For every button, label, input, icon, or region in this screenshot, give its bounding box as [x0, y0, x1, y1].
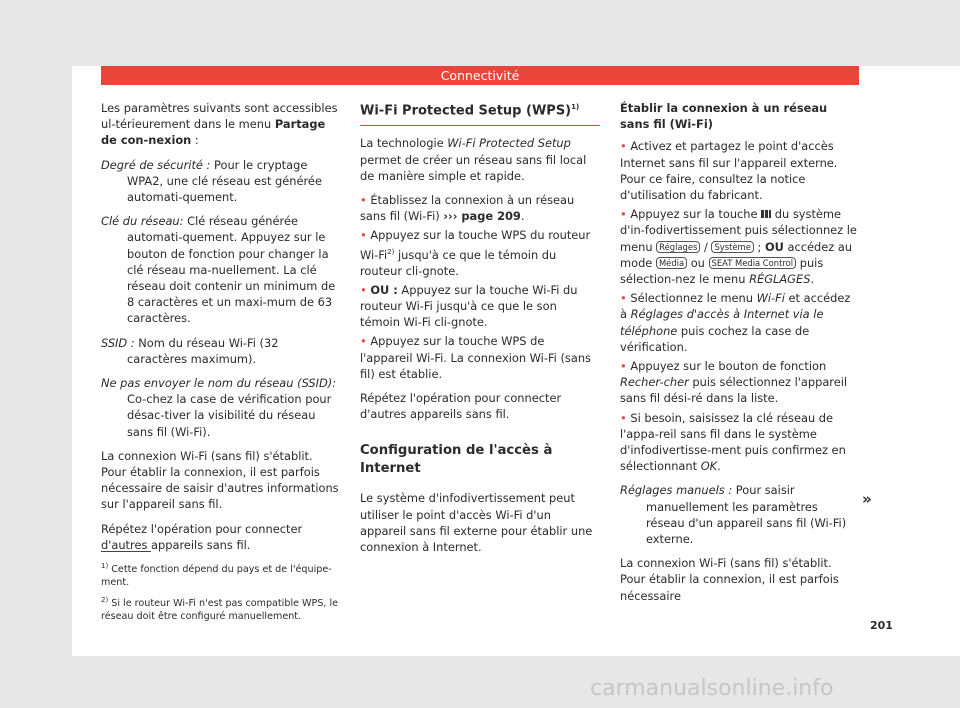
body-paragraph: La connexion Wi-Fi (sans fil) s'établit. Pour établir la connexion, il est parfois nécessaire	[620, 556, 839, 603]
page-reference-link[interactable]: ››› page 209	[443, 209, 521, 224]
button-name: Recher-cher	[620, 375, 689, 390]
watermark: carmanualsonline.info	[590, 676, 834, 701]
menu-name: Wi-Fi	[756, 291, 785, 306]
body-paragraph: La connexion Wi-Fi (sans fil) s'établit. Pour établir la connexion, il est parfois nécessaire de saisir d'autres informations sur l'appareil sans fil.	[101, 448, 339, 512]
definition-term: Clé du réseau:	[101, 214, 184, 229]
body-paragraph	[360, 135, 600, 184]
text: .	[717, 459, 721, 474]
body-paragraph: Répétez l'opération pour connecter d'autres appareils sans fil.	[360, 390, 562, 422]
sub-heading: Établir la connexion à un réseau sans fil (Wi-Fi)	[620, 101, 828, 132]
text: .	[520, 209, 525, 224]
text: permet de créer un réseau sans fil local de manière simple et rapide.	[360, 152, 587, 183]
bullet-item	[360, 227, 600, 278]
bullet-icon: •	[360, 334, 371, 349]
page-number: 201	[870, 619, 893, 632]
footnote-text: Si le routeur Wi-Fi n'est pas compatible WPS, le réseau doit être configuré manuellement.	[101, 598, 339, 623]
left-column	[101, 100, 339, 561]
definition-text: Nom du réseau Wi-Fi (32 caractères maximum).	[127, 335, 279, 366]
bullet-icon: •	[360, 192, 371, 207]
definition-term: Degré de sécurité :	[101, 157, 211, 172]
body-paragraph: Le système d'infodivertissement peut utiliser le point d'accès Wi-Fi d'un appareil sans fil externe pour établir une connexion à Internet.	[360, 491, 593, 554]
definition-text: Clé réseau générée automati-quement. Appuyez sur le bouton de fonction pour changer la clé réseau ma-nuellement. La clé réseau doit contenir un minimum de 8 caractères et un maxi-mum de 63 caractères.	[127, 214, 336, 326]
definition-term: SSID :	[101, 335, 135, 350]
bullet-item	[360, 333, 600, 382]
text: Sélectionnez le menu	[630, 291, 757, 306]
bullet-icon: •	[620, 139, 631, 154]
media-control-key[interactable]: SEAT Media Control	[709, 257, 797, 269]
bullet-icon: •	[620, 207, 631, 222]
or-label: OU :	[370, 282, 398, 297]
text: accédez au mode	[620, 239, 853, 270]
definition-item	[620, 482, 860, 547]
bullet-item: • Appuyez sur la touche du système d'in-fodivertissement puis sélectionnez le menu Réglages / Système ; OU accédez au mode Média ou SEAT Media Control puis sélection-nez le menu RÉGLAGES.	[620, 207, 857, 287]
text: Appuyez sur la touche Wi-Fi du routeur Wi-Fi jusqu'à ce que le son témoin Wi-Fi cli-gnote.	[360, 282, 578, 330]
footnotes	[101, 560, 341, 628]
text: Si besoin, saisissez la clé réseau de l'appa-reil sans fil dans le système d'infodivertisse-ment puis confirmez en sélectionnant	[620, 410, 846, 474]
definition-item	[101, 213, 339, 326]
bullet-item	[360, 282, 600, 331]
footnote-number: 2)	[101, 596, 109, 605]
footnote	[101, 560, 341, 589]
text: Activez et partagez le point d'accès Internet sans fil sur l'appareil externe. Pour ce faire, consultez la notice d'utilisation du fabricant.	[620, 139, 838, 203]
continued-marker: »	[862, 490, 872, 508]
menu-name: RÉGLAGES	[749, 272, 811, 287]
definition-term: Réglages manuels :	[620, 483, 733, 498]
heading-text: Wi-Fi Protected Setup (WPS)	[360, 103, 572, 119]
menu-name: Réglages d'accès à Internet via le téléphone	[620, 307, 824, 338]
bullet-item	[620, 410, 860, 475]
text: et accédez à	[620, 291, 851, 322]
intro-paragraph	[101, 100, 339, 149]
footnote-divider	[101, 551, 151, 552]
heading-text: Configuration de l'accès à Internet	[360, 443, 553, 477]
middle-column	[360, 98, 600, 563]
definition-item	[101, 335, 339, 367]
definition-text: Pour saisir manuellement les paramètres réseau d'un appareil sans fil (Wi-Fi) externe.	[646, 483, 847, 547]
text: Établissez la connexion à un réseau sans fil (Wi-Fi)	[360, 192, 575, 224]
definition-term: Ne pas envoyer le nom du réseau (SSID):	[101, 376, 337, 391]
footnote-ref: 2)	[387, 247, 395, 256]
footnote-ref: 1)	[571, 103, 580, 111]
media-key[interactable]: Média	[656, 257, 687, 269]
bullet-icon: •	[620, 359, 631, 374]
text: puis cochez la case de vérification.	[620, 323, 810, 354]
intro-text: Les paramètres suivants sont accessibles ul-térieurement dans le menu	[101, 101, 338, 132]
text: Appuyez sur la touche WPS du routeur Wi-Fi	[360, 228, 591, 262]
body-paragraph: Répétez l'opération pour connecter d'autres appareils sans fil.	[101, 521, 303, 552]
term: Wi-Fi Protected Setup	[447, 136, 571, 151]
bullet-icon: •	[620, 410, 631, 425]
right-column	[620, 100, 860, 612]
bullet-item	[360, 192, 600, 224]
bullet-icon: •	[360, 228, 371, 243]
bullet-item	[620, 290, 860, 355]
text: La technologie	[360, 136, 448, 151]
text: puis sélectionnez l'appareil sans fil dési-ré dans la liste.	[620, 375, 848, 406]
chapter-title: Connectivité	[440, 68, 520, 83]
bullet-icon: •	[620, 291, 631, 306]
intro-colon: :	[191, 133, 199, 148]
button-name: OK	[700, 459, 718, 474]
menu-grid-icon	[761, 210, 771, 218]
text: Appuyez sur la touche WPS de l'appareil Wi-Fi. La connexion Wi-Fi (sans fil) est établie.	[360, 334, 591, 381]
text: ou	[687, 255, 709, 270]
section-heading	[360, 442, 600, 478]
text: Appuyez sur la touche	[630, 207, 762, 222]
system-key[interactable]: Système	[711, 241, 753, 253]
text: Appuyez sur le bouton de fonction	[630, 359, 827, 374]
settings-key[interactable]: Réglages	[656, 241, 700, 253]
definition-item	[101, 375, 339, 440]
definition-text: Co-chez la case de vérification pour désac-tiver la visibilité du réseau sans fil (Wi-Fi).	[127, 392, 332, 439]
bullet-item	[620, 358, 860, 407]
text: puis sélection-nez le menu	[620, 255, 824, 287]
footnote-number: 1)	[101, 562, 109, 570]
menu-name: Partage de con-nexion	[101, 117, 326, 148]
definition-item	[101, 157, 339, 206]
footnote	[101, 594, 341, 623]
text: du système d'in-fodivertissement puis sélectionnez le menu	[620, 207, 857, 254]
bullet-icon: •	[360, 282, 371, 297]
or-label: OU	[764, 239, 784, 254]
text: jusqu'à ce que le témoin du routeur cli-gnote.	[360, 247, 557, 278]
chapter-header	[101, 66, 859, 85]
section-heading	[360, 98, 600, 126]
bullet-item	[620, 138, 860, 203]
definition-text: Pour le cryptage WPA2, une clé réseau est générée automati-quement.	[127, 157, 322, 205]
footnote-text: Cette fonction dépend du pays et de l'équipe-ment.	[101, 564, 332, 589]
